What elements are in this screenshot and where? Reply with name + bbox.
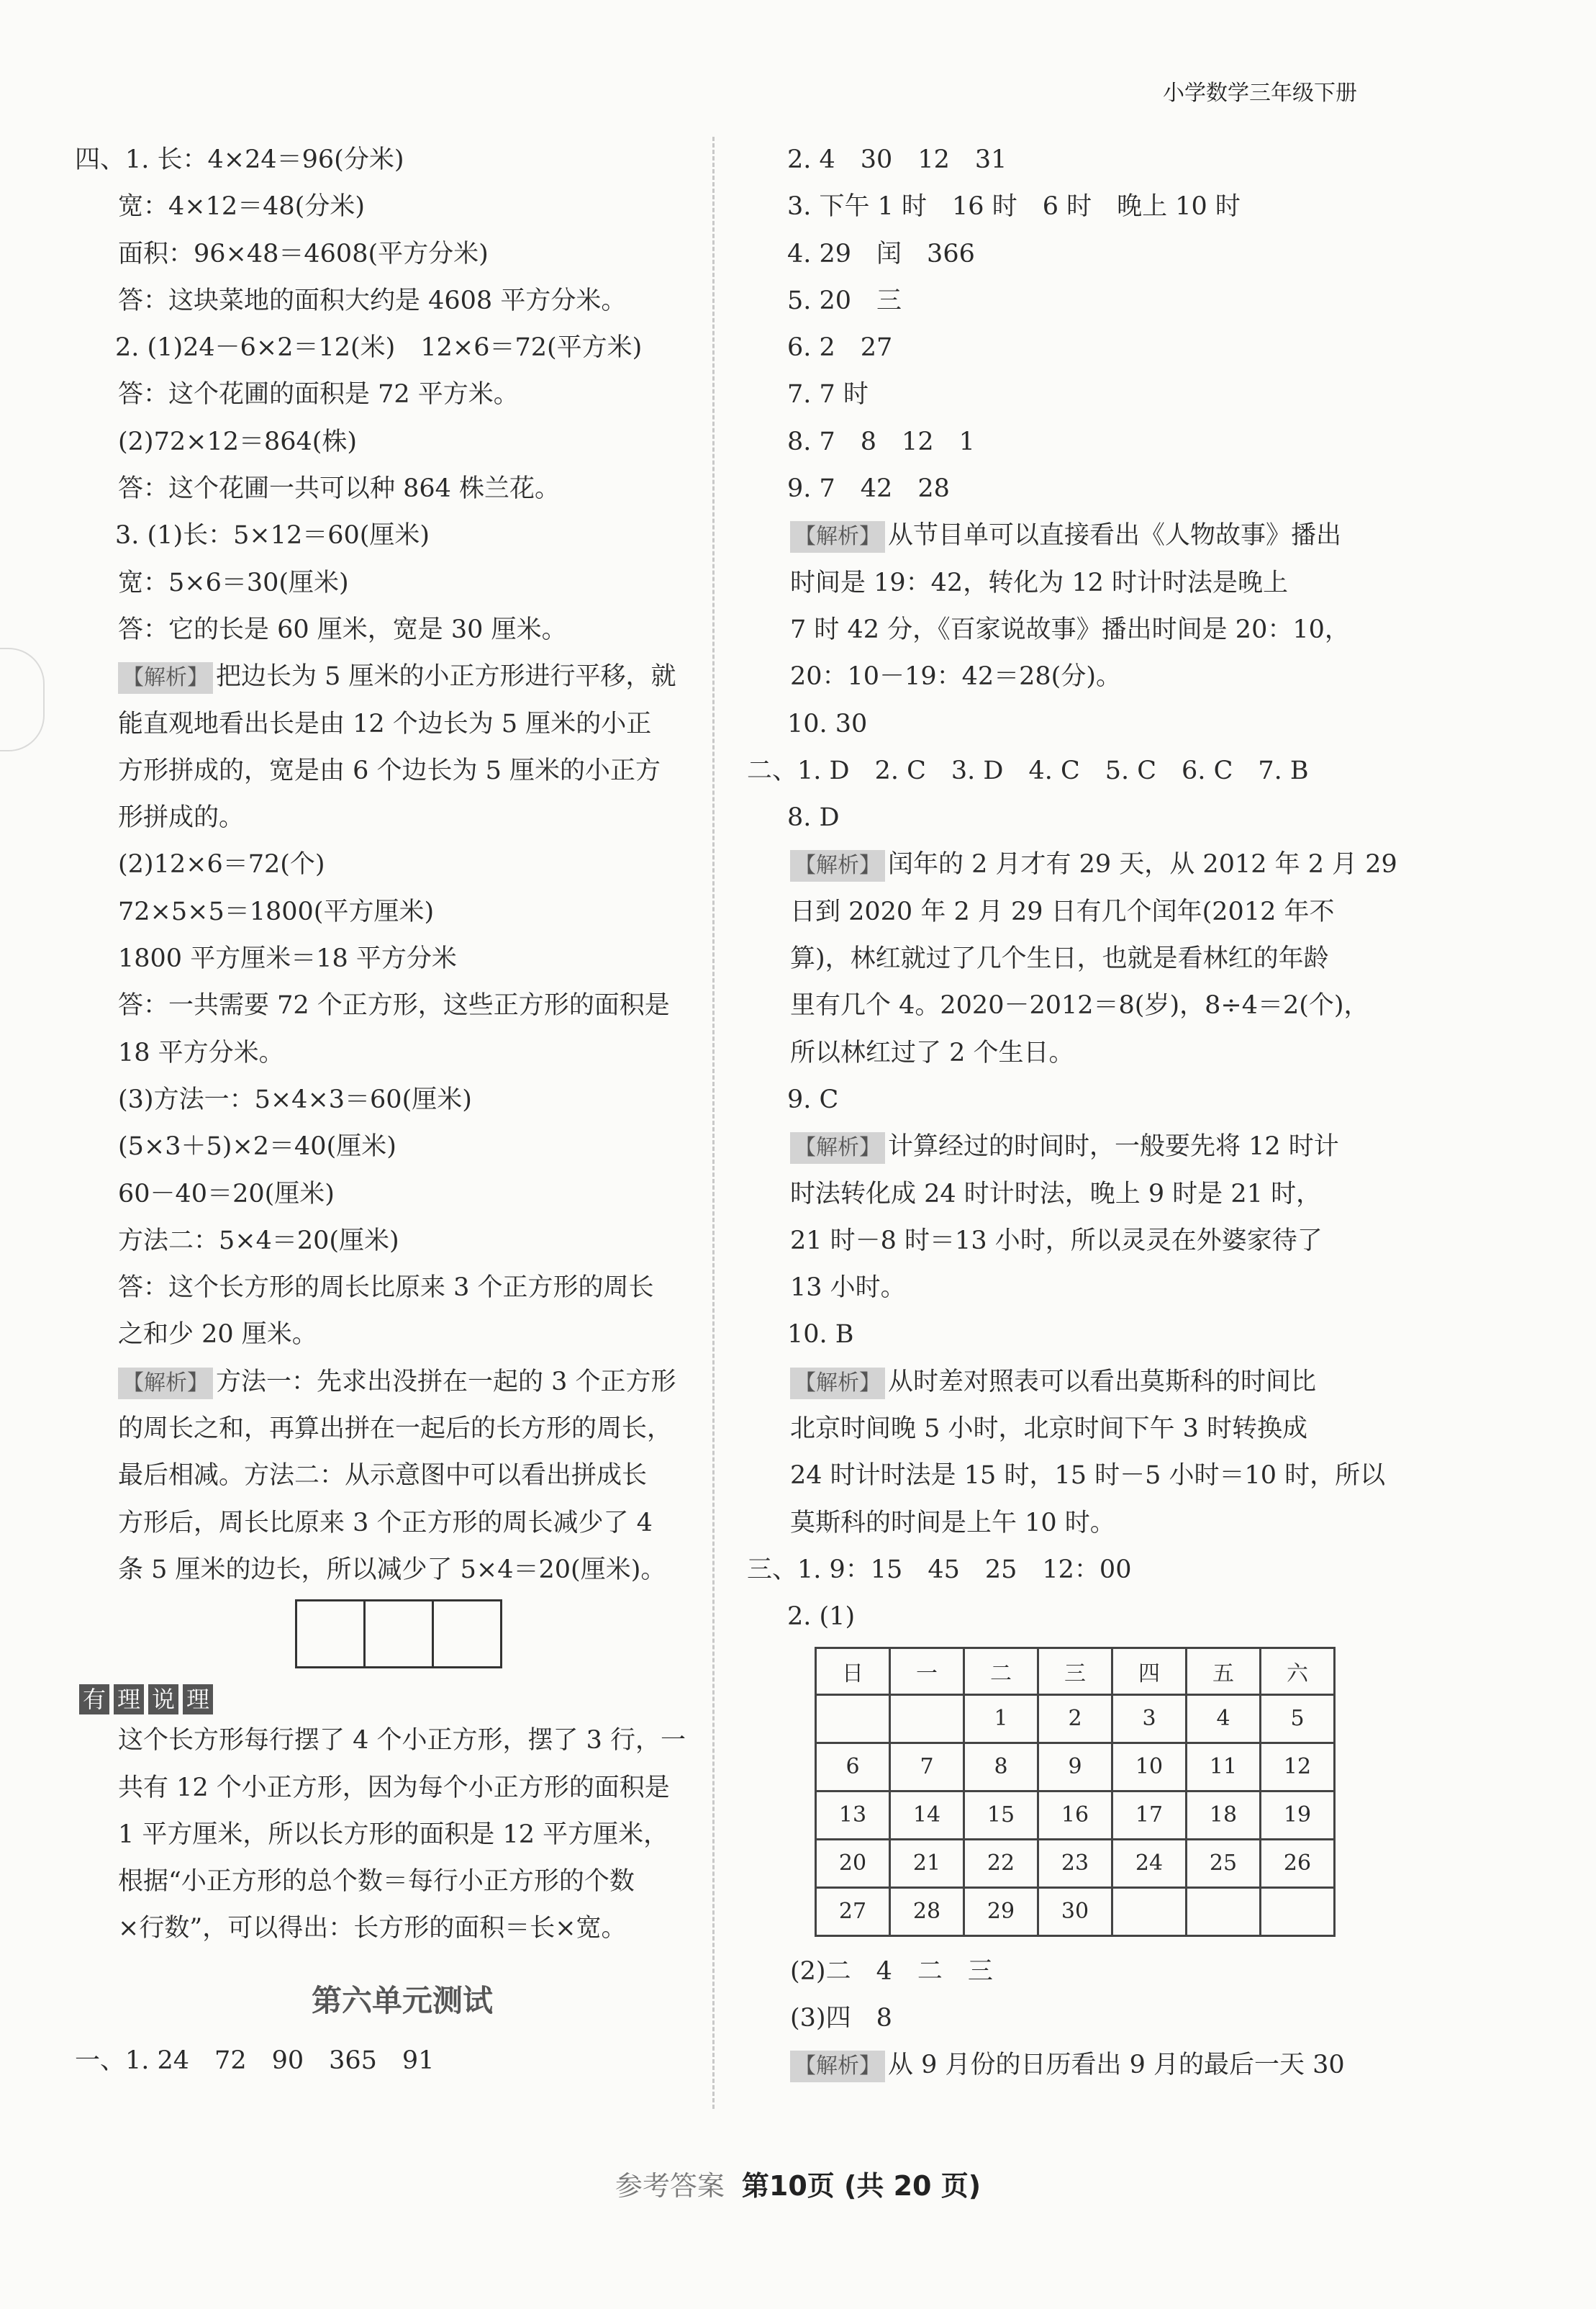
calendar-week-row bbox=[816, 1743, 1335, 1791]
right-after-text: (2)二 4 二 三 bbox=[790, 1956, 993, 1986]
right-text: 算)，林红就过了几个生日，也就是看林红的年龄 bbox=[790, 944, 1329, 974]
analysis-tag: 【解析】 bbox=[790, 2051, 885, 2082]
left-text: 答：这个长方形的周长比原来 3 个正方形的周长 bbox=[118, 1273, 654, 1303]
right-line bbox=[747, 607, 1366, 654]
calendar-day: 11 bbox=[1187, 1743, 1261, 1791]
right-text: 10. B bbox=[787, 1320, 854, 1350]
right-line bbox=[747, 137, 1366, 184]
left-text: 2. (1)24－6×2＝12(米) 12×6＝72(平方米) bbox=[115, 333, 643, 363]
left-text: 答：一共需要 72 个正方形，这些正方形的面积是 bbox=[118, 991, 670, 1021]
september-calendar bbox=[815, 1647, 1336, 1937]
right-text: 7 时 42 分，《百家说故事》播出时间是 20：10， bbox=[790, 615, 1350, 644]
right-answer-lines bbox=[747, 137, 1397, 1641]
left-line bbox=[75, 1359, 686, 1406]
right-text: 6. 2 27 bbox=[787, 333, 893, 363]
calendar-day: 15 bbox=[964, 1791, 1038, 1839]
left-text: (2)72×12＝864(株) bbox=[118, 427, 358, 456]
calendar-day: 13 bbox=[816, 1791, 890, 1839]
left-text: 答：这个花圃一共可以种 864 株兰花。 bbox=[118, 474, 561, 504]
right-after-lines bbox=[747, 1948, 1366, 2089]
left-line bbox=[75, 795, 686, 841]
left-line bbox=[75, 371, 686, 418]
right-column bbox=[747, 137, 1397, 2089]
left-text: 之和少 20 厘米。 bbox=[118, 1320, 317, 1350]
left-line bbox=[75, 841, 686, 888]
right-text: 计算经过的时间时，一般要先将 12 时计 bbox=[888, 1132, 1339, 1162]
right-text: 从时差对照表可以看出莫斯科的时间比 bbox=[888, 1367, 1317, 1396]
left-text: 18 平方分米。 bbox=[118, 1038, 284, 1067]
right-text: 时法转化成 24 时计时法，晚上 9 时是 21 时， bbox=[790, 1179, 1322, 1208]
right-line bbox=[747, 184, 1366, 230]
calendar-day: 9 bbox=[1038, 1743, 1112, 1791]
left-text: 答：这块菜地的面积大约是 4608 平方分米。 bbox=[118, 286, 627, 315]
column-divider bbox=[712, 137, 715, 2109]
left-text: 面积：96×48＝4608(平方分米) bbox=[118, 239, 489, 268]
calendar-weekday: 一 bbox=[890, 1648, 964, 1694]
right-line bbox=[747, 936, 1366, 982]
calendar-day: 24 bbox=[1112, 1839, 1187, 1887]
left-text: 方法二：5×4＝20(厘米) bbox=[118, 1226, 399, 1255]
youli-line: ×行数”，可以得出：长方形的面积＝长×宽。 bbox=[118, 1914, 627, 1943]
calendar-day bbox=[1112, 1887, 1187, 1935]
calendar-day bbox=[1187, 1887, 1261, 1935]
left-text: 能直观地看出长是由 12 个边长为 5 厘米的小正 bbox=[118, 709, 652, 738]
left-line bbox=[75, 1077, 686, 1124]
calendar-day: 1 bbox=[964, 1694, 1038, 1743]
left-line bbox=[75, 231, 686, 278]
left-line bbox=[75, 1311, 686, 1358]
left-line bbox=[75, 748, 686, 795]
right-line bbox=[747, 419, 1366, 466]
right-text: 20：10－19：42＝28(分)。 bbox=[790, 662, 1121, 692]
right-line bbox=[747, 748, 1366, 795]
right-after-line bbox=[747, 1948, 1366, 1995]
calendar-day: 16 bbox=[1038, 1791, 1112, 1839]
left-line bbox=[75, 278, 686, 325]
right-text: 2. 4 30 12 31 bbox=[787, 145, 1007, 174]
calendar-week-row bbox=[816, 1694, 1335, 1743]
right-after-line bbox=[747, 1995, 1366, 2042]
calendar-day: 25 bbox=[1187, 1839, 1261, 1887]
left-text: (2)12×6＝72(个) bbox=[118, 850, 325, 880]
left-line bbox=[75, 701, 686, 748]
calendar-day: 18 bbox=[1187, 1791, 1261, 1839]
right-text: 9. 7 42 28 bbox=[787, 474, 950, 504]
right-line bbox=[747, 889, 1366, 936]
calendar-day: 22 bbox=[964, 1839, 1038, 1887]
left-line bbox=[75, 1547, 686, 1594]
calendar-day: 28 bbox=[890, 1887, 964, 1935]
right-line bbox=[747, 1406, 1366, 1452]
youli-line: 根据“小正方形的总个数＝每行小正方形的个数 bbox=[118, 1867, 635, 1897]
right-line bbox=[747, 982, 1369, 1029]
right-line bbox=[747, 1359, 1366, 1406]
analysis-tag: 【解析】 bbox=[790, 850, 885, 882]
right-line bbox=[747, 841, 1397, 888]
right-line bbox=[747, 466, 1366, 512]
right-line bbox=[747, 1311, 1366, 1358]
calendar-day: 10 bbox=[1112, 1743, 1187, 1791]
left-line bbox=[75, 607, 686, 654]
calendar-weekday: 五 bbox=[1187, 1648, 1261, 1694]
right-text: 13 小时。 bbox=[790, 1273, 906, 1303]
left-text: 方法一：先求出没拼在一起的 3 个正方形 bbox=[216, 1367, 676, 1396]
calendar-day: 14 bbox=[890, 1791, 964, 1839]
right-text: 莫斯科的时间是上午 10 时。 bbox=[790, 1508, 1115, 1537]
calendar-weekday: 二 bbox=[964, 1648, 1038, 1694]
calendar-day: 17 bbox=[1112, 1791, 1187, 1839]
right-text: 从节目单可以直接看出《人物故事》播出 bbox=[888, 521, 1342, 551]
left-line bbox=[75, 1265, 686, 1311]
right-text: 时间是 19：42，转化为 12 时计时法是晚上 bbox=[790, 568, 1288, 597]
left-line bbox=[75, 512, 686, 559]
calendar-day: 5 bbox=[1261, 1694, 1335, 1743]
right-text: 8. 7 8 12 1 bbox=[787, 427, 975, 456]
left-text: 72×5×5＝1800(平方厘米) bbox=[118, 897, 435, 926]
left-line bbox=[75, 325, 686, 371]
calendar-day: 6 bbox=[816, 1743, 890, 1791]
right-line bbox=[747, 1547, 1366, 1594]
right-line bbox=[747, 701, 1366, 748]
left-text: 方形拼成的，宽是由 6 个边长为 5 厘米的小正方 bbox=[118, 756, 661, 785]
edge-stamp bbox=[0, 648, 45, 751]
right-text: 所以林红过了 2 个生日。 bbox=[790, 1038, 1074, 1067]
youli-char: 理 bbox=[183, 1684, 213, 1714]
footer-page: 第10页 (共 20 页) bbox=[741, 2170, 981, 2202]
youli-line: 1 平方厘米，所以长方形的面积是 12 平方厘米， bbox=[118, 1820, 669, 1849]
right-line bbox=[747, 1030, 1366, 1077]
calendar-weekday: 三 bbox=[1038, 1648, 1112, 1694]
left-text: 条 5 厘米的边长，所以减少了 5×4＝20(厘米)。 bbox=[118, 1555, 666, 1584]
calendar-day: 30 bbox=[1038, 1887, 1112, 1935]
analysis-tag: 【解析】 bbox=[118, 662, 213, 694]
left-answer-lines bbox=[75, 137, 686, 1594]
left-line bbox=[75, 1218, 686, 1265]
left-line bbox=[75, 466, 686, 512]
unit-first-line: 一、1. 24 72 90 365 91 bbox=[75, 2046, 435, 2075]
right-line bbox=[747, 1171, 1366, 1218]
calendar-weekday: 四 bbox=[1112, 1648, 1187, 1694]
youli-char: 理 bbox=[114, 1684, 144, 1714]
right-text: 三、1. 9：15 45 25 12：00 bbox=[747, 1555, 1132, 1584]
analysis-tag: 【解析】 bbox=[790, 1132, 885, 1164]
footer-ref: 参考答案 bbox=[615, 2170, 725, 2202]
calendar-weekday: 六 bbox=[1261, 1648, 1335, 1694]
right-text: 21 时－8 时＝13 小时，所以灵灵在外婆家待了 bbox=[790, 1226, 1323, 1255]
page-footer bbox=[0, 2164, 1596, 2203]
calendar-day: 7 bbox=[890, 1743, 964, 1791]
left-text: 把边长为 5 厘米的小正方形进行平移，就 bbox=[216, 662, 676, 692]
left-line bbox=[75, 889, 686, 936]
left-line bbox=[75, 137, 686, 184]
calendar-week-row bbox=[816, 1839, 1335, 1887]
left-text: 四、1. 长：4×24＝96(分米) bbox=[75, 145, 404, 174]
right-text: 里有几个 4。2020－2012＝8(岁)，8÷4＝2(个)， bbox=[790, 991, 1369, 1021]
calendar-day: 4 bbox=[1187, 1694, 1261, 1743]
left-text: 最后相减。方法二：从示意图中可以看出拼成长 bbox=[118, 1461, 648, 1491]
right-after-line bbox=[747, 2042, 1366, 2089]
right-text: 日到 2020 年 2 月 29 日有几个闰年(2012 年不 bbox=[790, 897, 1335, 926]
youli-line: 共有 12 个小正方形，因为每个小正方形的面积是 bbox=[118, 1773, 670, 1802]
analysis-tag: 【解析】 bbox=[790, 1368, 885, 1399]
left-line bbox=[75, 1500, 686, 1547]
left-line bbox=[75, 1452, 686, 1499]
left-column bbox=[75, 137, 686, 2084]
left-line bbox=[75, 419, 686, 466]
calendar-day: 2 bbox=[1038, 1694, 1112, 1743]
unit-title: 第六单元测试 bbox=[311, 1982, 493, 2018]
calendar-day: 20 bbox=[816, 1839, 890, 1887]
left-line bbox=[75, 1171, 686, 1218]
three-squares-diagram bbox=[295, 1599, 502, 1668]
calendar-day: 29 bbox=[964, 1887, 1038, 1935]
left-text: (5×3＋5)×2＝40(厘米) bbox=[118, 1132, 396, 1162]
left-text: 宽：5×6＝30(厘米) bbox=[118, 568, 349, 597]
left-text: 答：这个花圃的面积是 72 平方米。 bbox=[118, 380, 519, 410]
right-line bbox=[747, 371, 1366, 418]
right-line bbox=[747, 1077, 1366, 1124]
calendar-day: 8 bbox=[964, 1743, 1038, 1791]
right-text: 二、1. D 2. C 3. D 4. C 5. C 6. C 7. B bbox=[747, 756, 1309, 785]
left-text: 1800 平方厘米＝18 平方分米 bbox=[118, 944, 457, 974]
left-text: 方形后，周长比原来 3 个正方形的周长减少了 4 bbox=[118, 1508, 653, 1537]
calendar-day: 27 bbox=[816, 1887, 890, 1935]
right-line bbox=[747, 560, 1366, 607]
analysis-tag: 【解析】 bbox=[790, 521, 885, 553]
right-line bbox=[747, 1452, 1386, 1499]
right-line bbox=[747, 1500, 1366, 1547]
right-text: 7. 7 时 bbox=[787, 380, 869, 410]
right-line bbox=[747, 1594, 1366, 1640]
left-text: 60－40＝20(厘米) bbox=[118, 1179, 335, 1208]
calendar-day bbox=[890, 1694, 964, 1743]
calendar-week-row bbox=[816, 1791, 1335, 1839]
calendar-day: 23 bbox=[1038, 1839, 1112, 1887]
right-text: 北京时间晚 5 小时，北京时间下午 3 时转换成 bbox=[790, 1414, 1308, 1444]
right-line bbox=[747, 231, 1366, 278]
analysis-tag: 【解析】 bbox=[118, 1368, 213, 1399]
left-line bbox=[75, 184, 686, 230]
right-text: 3. 下午 1 时 16 时 6 时 晚上 10 时 bbox=[787, 192, 1241, 222]
calendar-day: 19 bbox=[1261, 1791, 1335, 1839]
right-text: 9. C bbox=[787, 1085, 839, 1114]
right-line bbox=[747, 325, 1366, 371]
right-line bbox=[747, 1265, 1366, 1311]
youli-shuoli-badge bbox=[79, 1684, 686, 1714]
calendar-week-row bbox=[816, 1887, 1335, 1935]
left-line bbox=[75, 1030, 686, 1077]
calendar-day: 3 bbox=[1112, 1694, 1187, 1743]
right-text: 8. D bbox=[787, 803, 840, 833]
calendar-day: 12 bbox=[1261, 1743, 1335, 1791]
left-text: 的周长之和，再算出拼在一起后的长方形的周长， bbox=[118, 1414, 673, 1444]
right-line bbox=[747, 795, 1366, 841]
right-line bbox=[747, 1124, 1366, 1170]
book-title: 小学数学三年级下册 bbox=[1163, 81, 1357, 106]
left-line bbox=[75, 560, 686, 607]
calendar-day bbox=[816, 1694, 890, 1743]
left-text: 答：它的长是 60 厘米，宽是 30 厘米。 bbox=[118, 615, 567, 644]
left-line bbox=[75, 982, 686, 1029]
youli-line: 这个长方形每行摆了 4 个小正方形，摆了 3 行，一 bbox=[118, 1726, 686, 1756]
calendar-day: 26 bbox=[1261, 1839, 1335, 1887]
right-text: 闰年的 2 月才有 29 天，从 2012 年 2 月 29 bbox=[888, 850, 1397, 880]
right-line bbox=[747, 512, 1366, 559]
calendar-weekday: 日 bbox=[816, 1648, 890, 1694]
right-text: 5. 20 三 bbox=[787, 286, 902, 315]
left-text: (3)方法一：5×4×3＝60(厘米) bbox=[118, 1085, 472, 1114]
right-line bbox=[747, 1218, 1366, 1265]
right-text: 24 时计时法是 15 时，15 时－5 小时＝10 时，所以 bbox=[790, 1461, 1386, 1491]
youli-char: 说 bbox=[148, 1684, 178, 1714]
left-text: 宽：4×12＝48(分米) bbox=[118, 192, 365, 222]
left-text: 3. (1)长：5×12＝60(厘米) bbox=[115, 521, 430, 551]
right-text: 10. 30 bbox=[787, 709, 868, 738]
left-line bbox=[75, 1406, 686, 1452]
right-line bbox=[747, 278, 1366, 325]
left-text: 形拼成的。 bbox=[118, 803, 245, 833]
right-text: 2. (1) bbox=[787, 1602, 856, 1632]
calendar-day bbox=[1261, 1887, 1335, 1935]
right-after-text: 从 9 月份的日历看出 9 月的最后一天 30 bbox=[888, 2051, 1345, 2080]
youli-text bbox=[75, 1717, 686, 1952]
right-text: 4. 29 闰 366 bbox=[787, 239, 975, 268]
calendar-day: 21 bbox=[890, 1839, 964, 1887]
youli-char: 有 bbox=[79, 1684, 109, 1714]
left-line bbox=[75, 1124, 686, 1170]
right-after-text: (3)四 8 bbox=[790, 2003, 892, 2033]
left-line bbox=[75, 936, 686, 982]
left-line bbox=[75, 654, 686, 700]
right-line bbox=[747, 654, 1366, 700]
